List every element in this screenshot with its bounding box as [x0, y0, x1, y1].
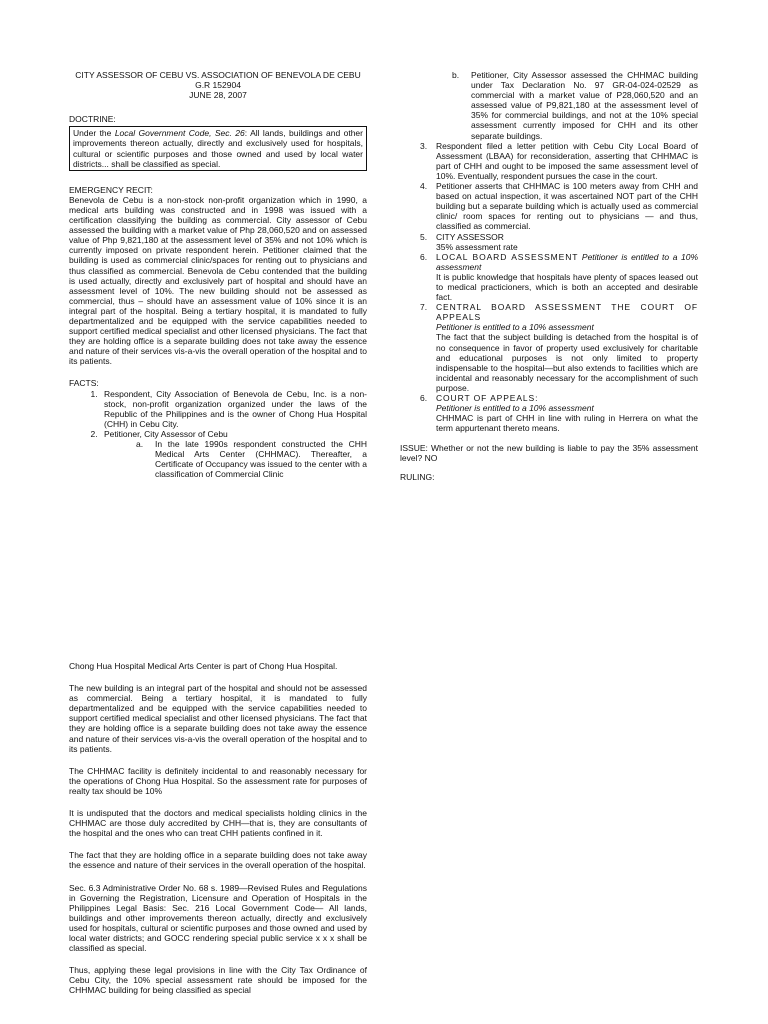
- fact-item: [100, 429, 367, 479]
- doctrine-box: [69, 126, 367, 170]
- fact-subitem: [136, 439, 367, 479]
- case-title: [69, 70, 367, 100]
- fact-sublist: [104, 439, 367, 479]
- proceeding-number: 5.: [420, 231, 428, 242]
- fact-text: Petitioner, City Assessor of Cebu: [104, 428, 228, 439]
- left-column: [69, 70, 367, 479]
- facts-label: FACTS:: [69, 378, 99, 389]
- ruling-paragraph: Chong Hua Hospital Medical Arts Center is part of Chong Hua Hospital.: [69, 661, 338, 671]
- case-title-name: CITY ASSESSOR OF CEBU VS. ASSOCIATION OF BENEVOLA DE CEBU: [75, 70, 361, 80]
- ruling-label: RULING:: [400, 471, 435, 482]
- proceeding-heading: LOCAL BOARD ASSESSMENT: [436, 251, 579, 262]
- fact-subitem-mark: a.: [136, 439, 144, 449]
- proceeding-ruling: Petitioner is entitled to a 10% assessment: [436, 403, 594, 414]
- doctrine-prefix: Under the: [73, 128, 115, 139]
- fact-subitem-text: In the late 1990s respondent constructed the CHH Medical Arts Center (CHHMAC). Thereafter, a Certificate of Occupancy was issued to the center with a classification of Commercial Clinic: [155, 439, 367, 480]
- case-date: JUNE 28, 2007: [189, 90, 247, 101]
- proceeding-text: 35% assessment rate: [436, 241, 518, 252]
- emergency-recit-text: Benevola de Cebu is a non-stock non-profit organization which in 1990, a medical arts building was constructed and in 1998 was issued with a certification classifying the building as commercial. City assessor of Cebu assessed the building with a market value of Php 28,060,520 and on assessed value of Php 9,821,180 at the assessment level of 35% and not 10% which is currently imposed on private respondent herein. Petitioner claimed that the building is used as commercial clinic/spaces for renting out to physicians and thus classified as commercial. Benevola de Cebu contended that the building is used actually, directly and exclusively part of hospital and should have an assessment level of 10%. The new building should not be assessed as commercial, thus – should have an assessment value of 10% since it is an integral part of the hospital. Being a tertiary hospital, it is mandated to fully departmentalized and be equipped with the service capabilities needed to support certified medical specialist and other licensed physicians. The fact that they are holding office is a separate building does not take away the essence and nature of their services vis-a-vis the overall operation of the hospital and to its patients.: [69, 194, 367, 367]
- proceeding-number: 6.: [420, 393, 428, 403]
- ruling-paragraph: It is undisputed that the doctors and medical specialists holding clinics in the CHHMAC are those duly accredited by CHH—that is, they are consultants of the hospital and the ones who can treat CHH patients confined in it.: [69, 808, 367, 839]
- proceeding-heading: COURT OF APPEALS:: [436, 393, 539, 403]
- proceeding-item: [400, 302, 698, 393]
- proceeding-text: The fact that the subject building is detached from the hospital is of no consequence in favor of property used exclusively for charitable and educational purposes is not only limited to property indispensable to the hospital—but also extends to facilities which are incidental and reasonably necessary for the accomplishment of such purpose.: [436, 332, 698, 393]
- proceeding-item: [400, 181, 698, 231]
- ruling-paragraph: Sec. 6.3 Administrative Order No. 68 s. 1989—Revised Rules and Regulations in Governing the Registration, Licensure and Operation of Hospitals in the Philippines Legal Basis: Sec. 216 Local Government Code— All lands, buildings and other improvements thereon actually, directly and exclusively used for hospitals, cultural or scientific purposes and those owned and used by local water districts; and GOCC rendering special public service x x x shall be classified as special.: [69, 882, 367, 954]
- proceeding-ruling: Petitioner is entitled to a 10% assessment: [436, 251, 698, 272]
- ruling-paragraph: The new building is an integral part of the hospital and should not be assessed as commercial. Being a tertiary hospital, it is mandated to fully departmentalized and be equipped with the service capabilities needed to support certified medical specialist and other licensed physicians. The fact that they are holding office is a separate building does not take away the essence and nature of their services vis-a-vis the overall operation of the hospital and to its patients.: [69, 683, 367, 754]
- proceeding-ruling: Petitioner is entitled to a 10% assessment: [436, 322, 594, 333]
- fact-text: Respondent, City Association of Benevola de Cebu, Inc. is a non-stock, non-profit organization organized under the laws of the Republic of the Philippines and is the owner of Chong Hua Hospital (CHH) in Cebu City.: [104, 388, 367, 429]
- proceeding-number: 7.: [420, 302, 428, 313]
- issue-text: ISSUE: Whether or not the new building is liable to pay the 35% assessment level? NO: [400, 443, 698, 464]
- doctrine-label: DOCTRINE:: [69, 114, 116, 125]
- proceeding-number: 6.: [420, 251, 428, 262]
- proceeding-text: CHHMAC is part of CHH in line with ruling in Herrera on what the term appurtenant thereto means.: [436, 413, 698, 434]
- ruling-paragraph: Thus, applying these legal provisions in line with the City Tax Ordinance of Cebu City, the 10% special assessment rate should be imposed for the CHHMAC building for being classified as special: [69, 965, 367, 996]
- doctrine-code: Local Government Code, Sec. 26: [114, 128, 245, 139]
- proceedings-list: [400, 141, 698, 434]
- proceeding-number: 3.: [420, 140, 428, 151]
- fact-subitem-mark: b.: [452, 70, 460, 80]
- fact-item: [100, 389, 367, 429]
- emergency-recit-label: EMERGENCY RECIT:: [69, 184, 153, 195]
- proceeding-text: Respondent filed a letter petition with Cebu City Local Board of Assessment (LBAA) for reconsideration, asserting that CHHMAC is part of CHH and ought to be imposed the same assessment level of 10%. Eventually, respondent pursues the case in the court.: [436, 140, 698, 181]
- proceeding-item: [400, 232, 698, 252]
- case-gr-number: G.R 152904: [195, 80, 241, 91]
- fact-subitem: [400, 70, 698, 141]
- proceeding-item: [400, 393, 698, 433]
- doctrine-text: : All lands, buildings and other improvements thereon actually, directly and exclusively used for hospitals, cultural or scientific purposes and those owned and used by local water districts... shall be classified as special.: [73, 128, 363, 169]
- ruling-paragraph: The fact that they are holding office in a separate building does not take away the essence and nature of their services in the overall operation of the hospital.: [69, 850, 367, 871]
- proceeding-heading: CENTRAL BOARD ASSESSMENT THE COURT OF APPEALS: [436, 302, 698, 323]
- proceeding-number: 4.: [420, 181, 428, 192]
- ruling-paragraph: The CHHMAC facility is definitely incidental to and reasonably necessary for the operations of Chong Hua Hospital. So the assessment rate for purposes of realty tax should be 10%: [69, 765, 367, 796]
- facts-list: [69, 389, 367, 480]
- proceeding-item: [400, 252, 698, 302]
- ruling-section: [69, 661, 367, 1007]
- proceeding-heading: CITY ASSESSOR: [436, 231, 504, 242]
- fact-subitem-text: Petitioner, City Assessor assessed the CHHMAC building under Tax Declaration No. 97 GR-04-024-02529 as commercial with a market value of P28,060,520 and an assessed value of P9,821,180 at the assessment level of 35% for commercial buildings, and not at the 10% special assessment currently imposed for CHH and its other separate buildings.: [471, 70, 698, 141]
- right-column: [400, 70, 698, 482]
- proceeding-item: [400, 141, 698, 181]
- proceeding-text: Petitioner asserts that CHHMAC is 100 meters away from CHH and based on actual inspection, it was ascertained NOT part of the CHH building but a separate building which is actually used as commercial clinic/ room spaces for renting out to physicians — and thus, classified as commercial.: [436, 181, 698, 232]
- proceeding-text: It is public knowledge that hospitals have plenty of spaces leased out to medical practicioners, which is both an accepted and desirable fact.: [436, 271, 698, 303]
